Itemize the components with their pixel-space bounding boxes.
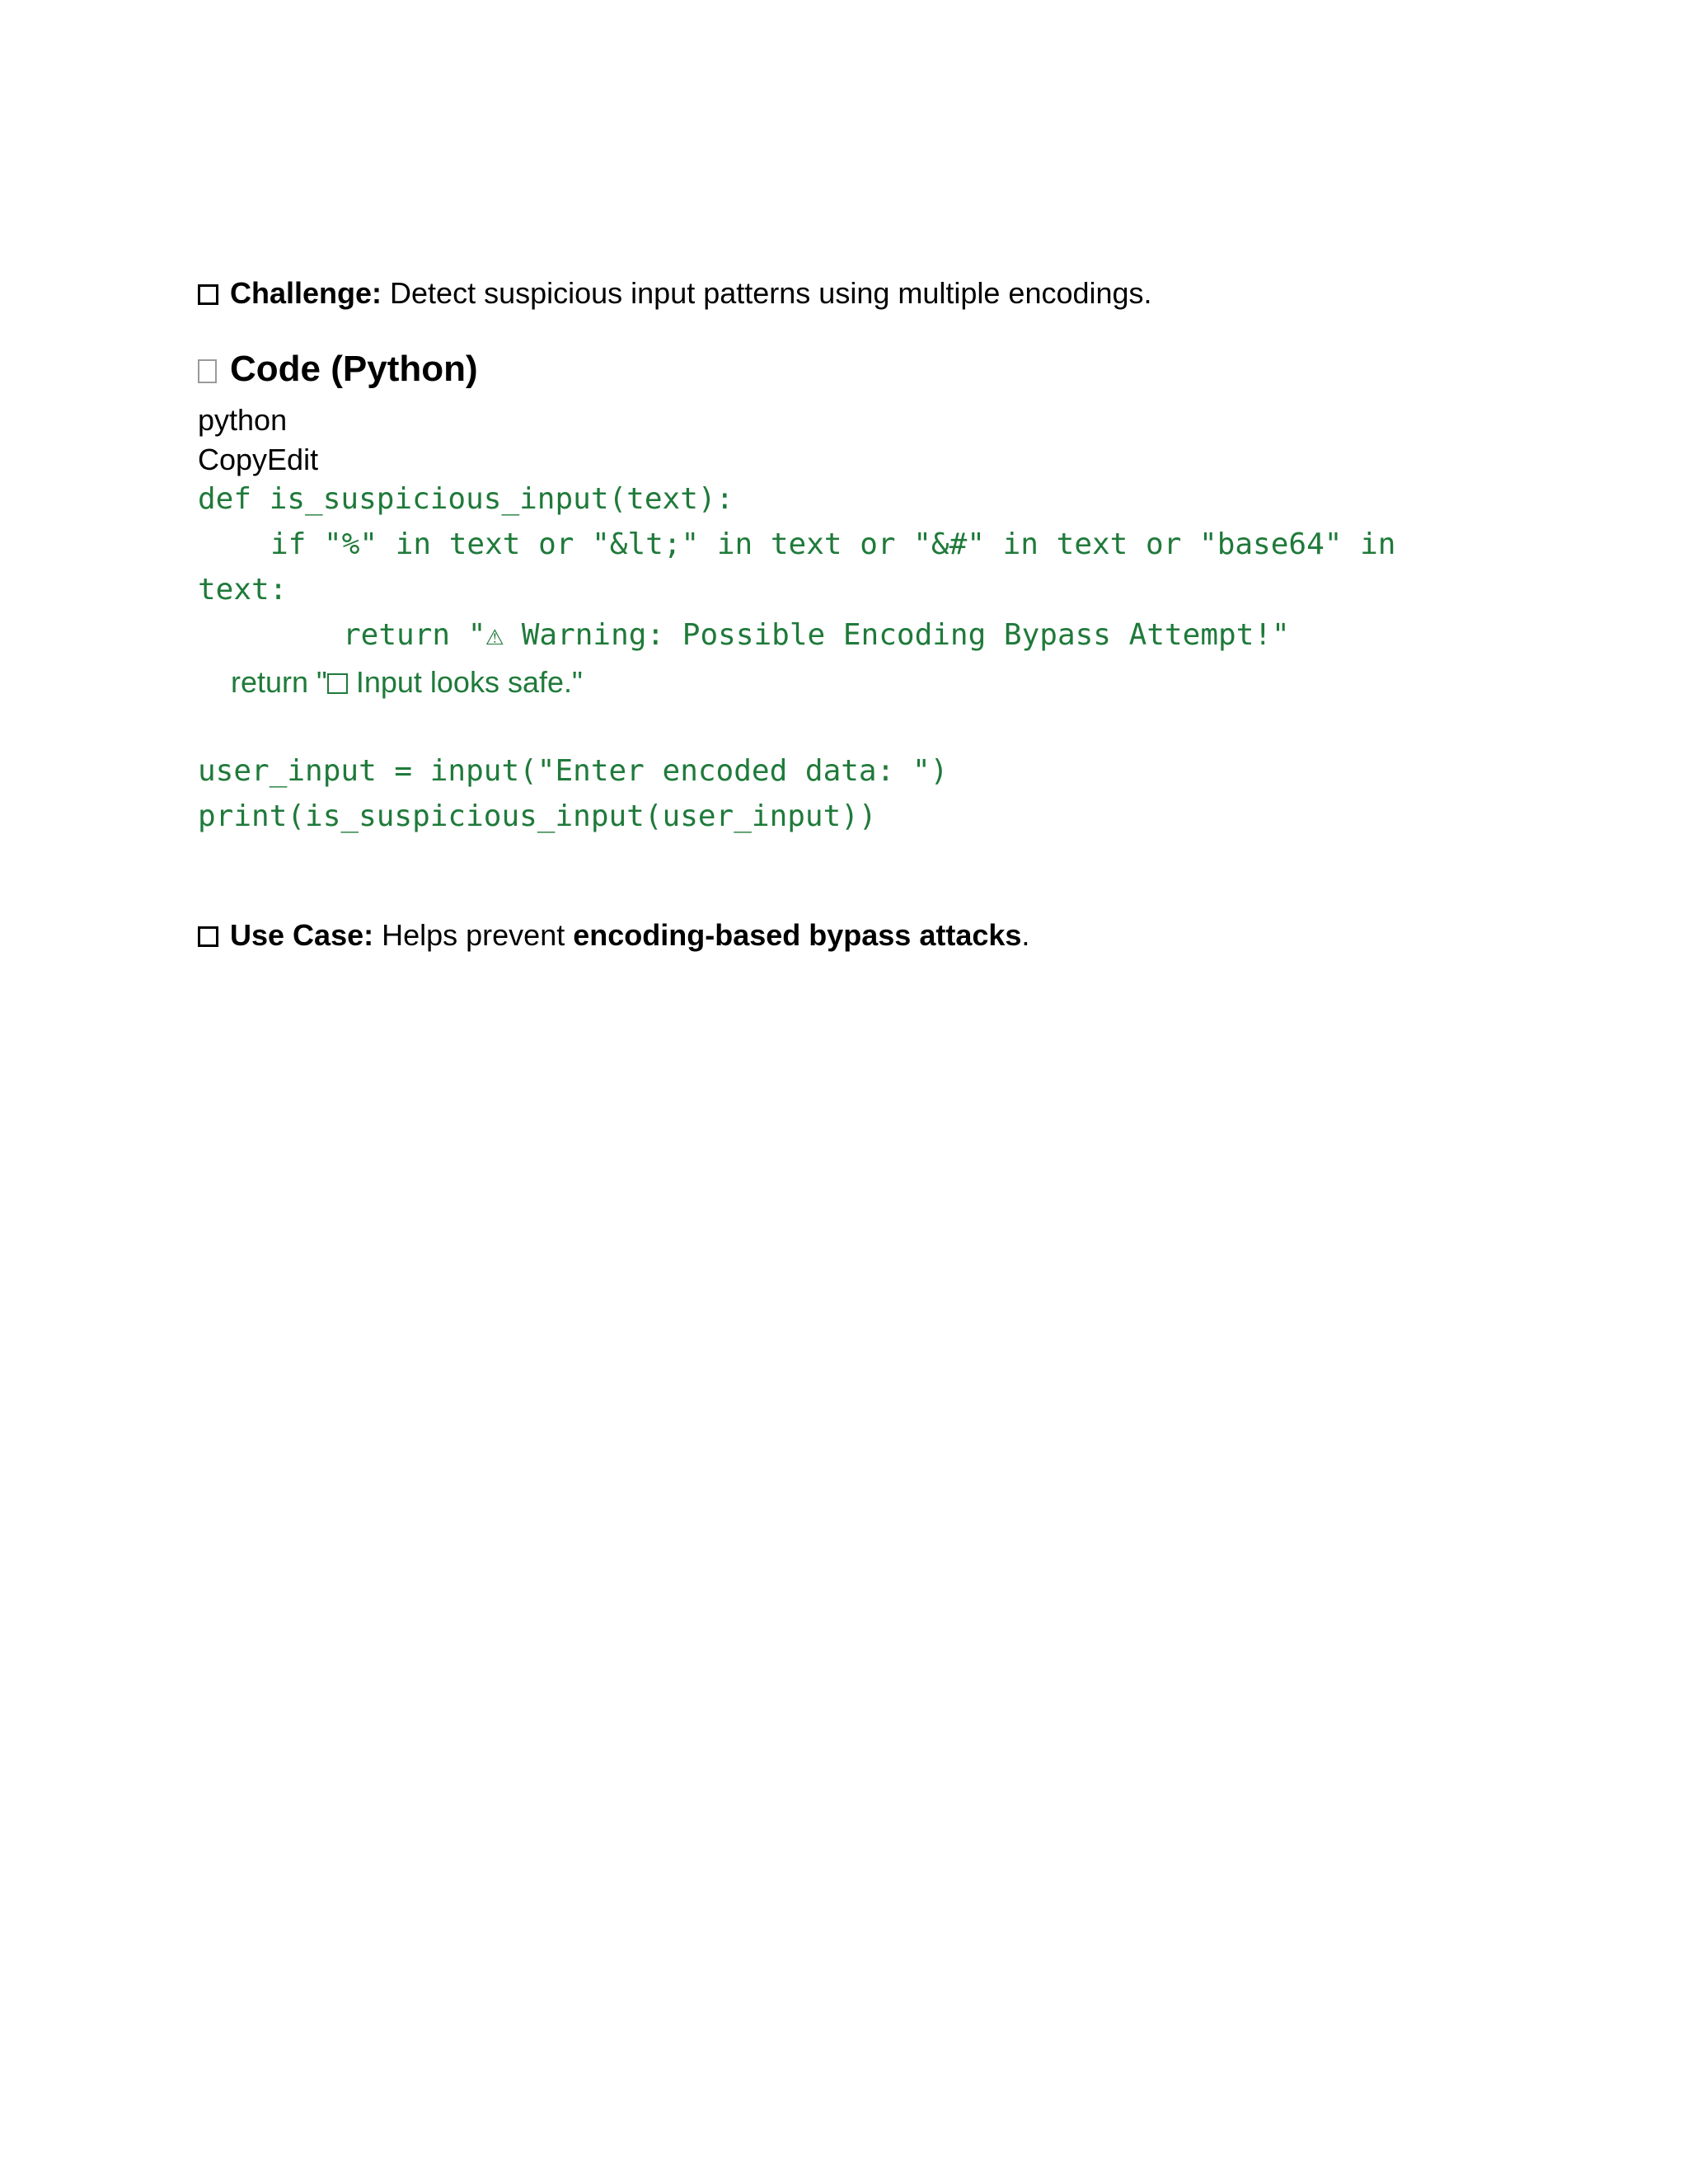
use-case-end: . [1021,918,1030,952]
challenge-text: Detect suspicious input patterns using multiple encodings. [382,276,1152,310]
code-line: def is_suspicious_input(text): [198,482,734,516]
challenge-paragraph [198,275,1152,311]
checkbox-icon [198,284,218,305]
use-case-paragraph [198,917,1029,953]
code-heading-text: Code (Python) [230,349,478,389]
copy-edit-link[interactable]: CopyEdit [198,443,319,476]
code-line: return "⚠ Warning: Possible Encoding Bypass Attempt!" [343,618,1290,652]
code-line-end: Input looks safe." [355,665,583,699]
challenge-label: Challenge: [230,276,382,310]
use-case-emphasis: encoding-based bypass attacks [573,918,1022,952]
missing-glyph-icon [198,359,217,383]
code-line [231,664,583,700]
code-line: if "%" in text or "&lt;" in text or "&#" in text or "base64" in [270,527,1396,561]
use-case-text: Helps prevent [373,918,574,952]
checkbox-icon [198,926,218,947]
use-case-label: Use Case: [230,918,374,952]
code-line: print(is_suspicious_input(user_input)) [198,799,877,833]
code-line-start: return " [231,665,327,699]
code-language-label: python [198,403,288,437]
checkbox-icon [327,673,348,694]
code-line: text: [198,573,288,607]
code-section-heading [198,348,478,391]
code-line: user_input = input("Enter encoded data: ") [198,754,949,788]
